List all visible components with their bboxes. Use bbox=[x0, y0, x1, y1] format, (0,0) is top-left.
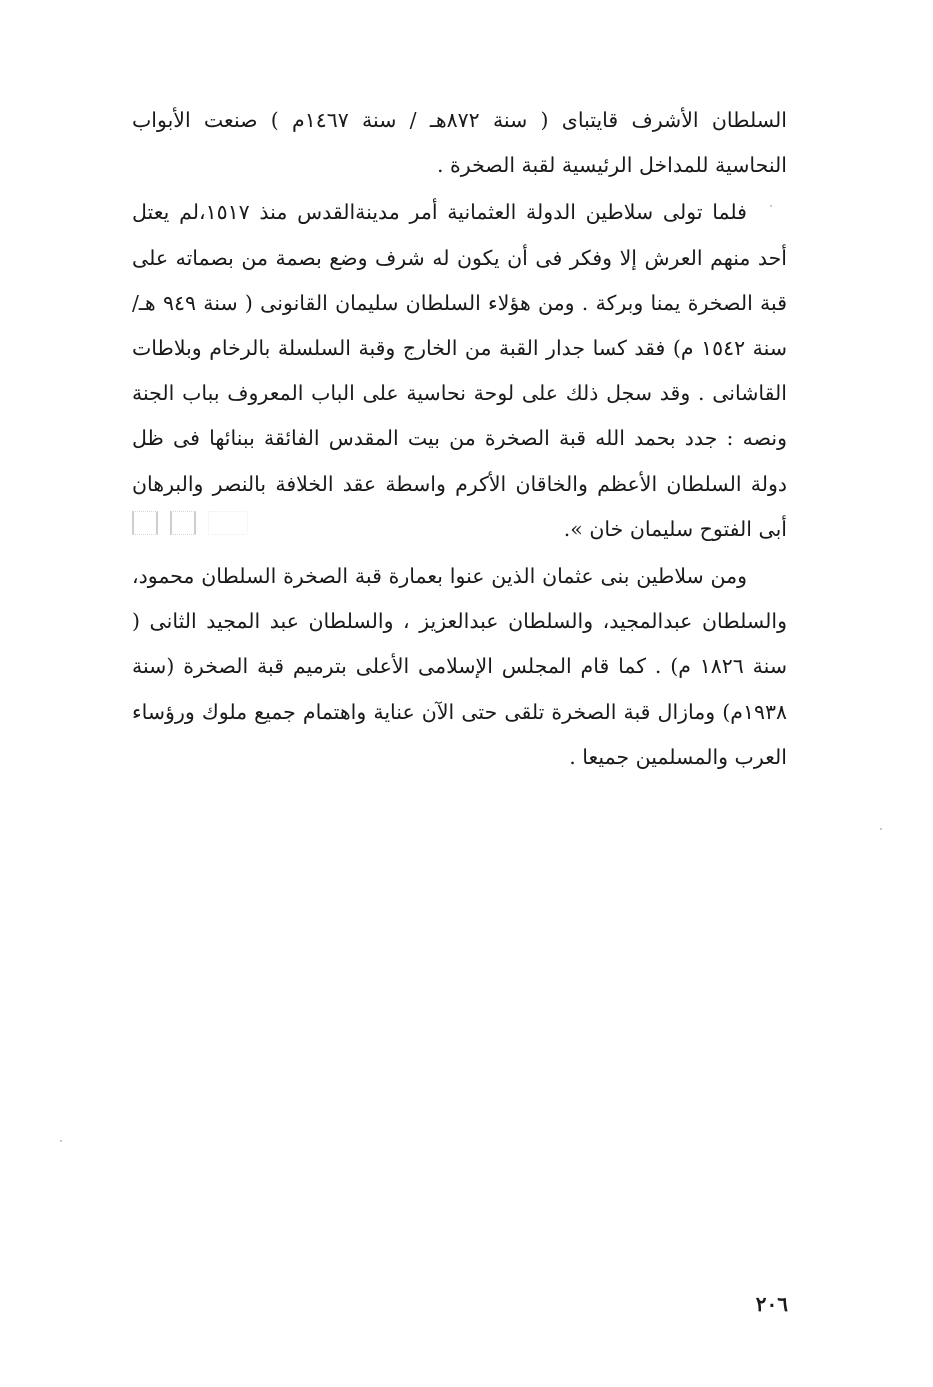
page-number: ٢٠٦ bbox=[755, 1292, 788, 1316]
paper-speck bbox=[60, 1140, 62, 1142]
paragraph-ottoman-sultans: فلما تولى سلاطين الدولة العثمانية أمر مدينةالقدس منذ ١٥١٧،لم يعتل أحد منهم العرش إلا وفكر فى أن يكون له شرف وضع بصمة من بصماته على قبة الصخرة يمنا وبركة . ومن هؤلاء السلطان سليمان القانونى ( سنة ٩٤٩ هـ/ سنة ١٥٤٢ م) فقد كسا جدار القبة من الخارج وقبة السلسلة بالرخام وبلاطات القاشانى . وقد سجل ذلك على لوحة نحاسية على الباب المعروف بباب الجنة ونصه : جدد بحمد الله قبة الصخرة من بيت المقدس الفائقة ببنائها فى ظل دولة السلطان الأعظم والخاقان الأكرم واسطة عقد الخلافة بالنصر والبرهان أبى الفتوح سليمان خان ». bbox=[132, 200, 788, 541]
paragraph-qaitbay-doors: السلطان الأشرف قايتباى ( سنة ٨٧٢هـ / سنة ١٤٦٧م ) صنعت الأبواب النحاسية للمداخل الرئيسية لقبة الصخرة . bbox=[132, 108, 787, 178]
paper-speck bbox=[880, 828, 882, 830]
stamp-glyph bbox=[170, 511, 196, 535]
faded-stamp-mark bbox=[132, 508, 282, 538]
paper-speck bbox=[770, 205, 772, 207]
stamp-glyph bbox=[132, 511, 158, 535]
paragraph-later-restorations: ومن سلاطين بنى عثمان الذين عنوا بعمارة قبة الصخرة السلطان محمود، والسلطان عبدالمجيد، والسلطان عبدالعزيز ، والسلطان عبد المجيد الثانى ( سنة ١٨٢٦ م) . كما قام المجلس الإسلامى الأعلى بترميم قبة الصخرة (سنة ١٩٣٨م) ومازال قبة الصخرة تلقى حتى الآن عناية واهتمام جميع ملوك ورؤساء العرب والمسلمين جميعا . bbox=[132, 564, 787, 769]
stamp-glyph bbox=[208, 511, 248, 535]
body-text bbox=[132, 98, 787, 780]
